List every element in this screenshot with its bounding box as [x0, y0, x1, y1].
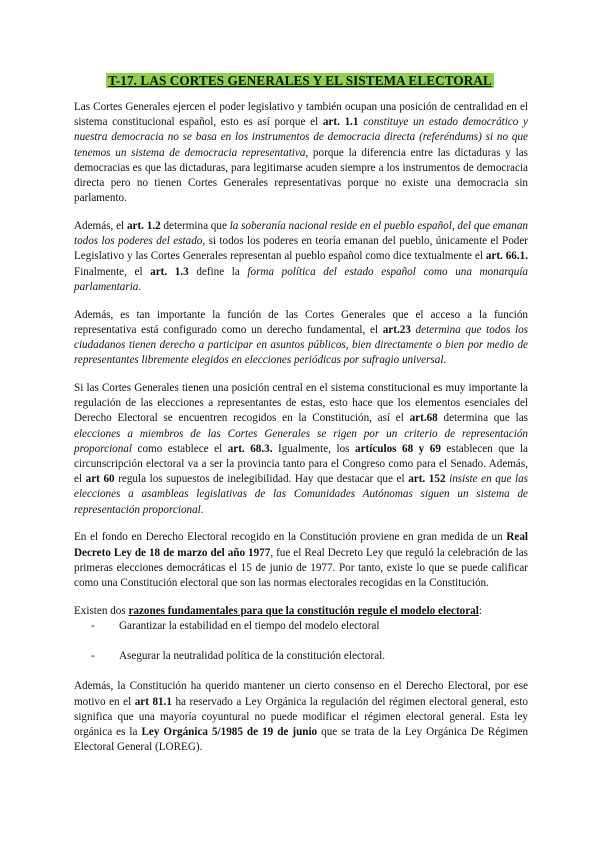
paragraph-4: Si las Cortes Generales tienen una posición central en el sistema constitucional es muy importante la regulación de las elecciones a representantes de estas, esto hace que los elementos esenciales del Derecho Electoral se encuentren recogidos en la Constitución, así el art.68 determina que las elecciones a miembros de las Cortes Generales se rigen por un criterio de representación proporcional como establece el art. 68.3. Igualmente, los artículos 68 y 69 establecen que la circunscripción electoral va a ser la provincia tanto para el Congreso como para el Senado. Además, el art 60 regula los supuestos de inelegibilidad. Hay que destacar que el art. 152 insiste en que las elecciones a asambleas legislativas de las Comunidades Autónomas siguen un sistema de representación proporcional.	[74, 382, 528, 516]
title-container	[0, 72, 600, 90]
document-title: T-17. LAS CORTES GENERALES Y EL SISTEMA ELECTORAL	[108, 73, 492, 88]
list-item-text: Garantizar la estabilidad en el tiempo del modelo electoral	[119, 620, 380, 633]
paragraph-1: Las Cortes Generales ejercen el poder legislativo y también ocupan una posición de centralidad en el sistema constitucional español, esto es así porque el art. 1.1 constituye un estado democrático y nuestra democracia no se basa en los instrumentos de democracia directa (referéndums) si no que tenemos un sistema de democracia representativa, porque la diferencia entre las dictaduras y las democracias es que las dictaduras, para legitimarse acuden siempre a los instrumentos de democracia directa pero no tienen Cortes Generales representativas porque no existe una democracia sin parlamento.	[74, 101, 528, 205]
paragraph-3: Además, es tan importante la función de las Cortes Generales que el acceso a la función representativa está configurado como un derecho fundamental, el art.23 determina que todos los ciudadanos tienen derecho a participar en asuntos públicos, bien directamente o bien por medio de representantes libremente elegidos en elecciones periódicas por sufragio universal.	[74, 308, 528, 367]
list-dash: -	[91, 650, 95, 663]
paragraph-6: Existen dos razones fundamentales para que la constitución regule el modelo electoral:	[74, 604, 482, 617]
list-item-text: Asegurar la neutralidad política de la constitución electoral.	[119, 650, 386, 663]
paragraph-7: Además, la Constitución ha querido mantener un cierto consenso en el Derecho Electoral, por ese motivo en el art 81.1 ha reservado a Ley Orgánica la regulación del régimen electoral general, esto significa que una mayoría coyuntural no puede modificar el régimen electoral general. Esta ley orgánica es la Ley Orgánica 5/1985 de 19 de junio que se trata de la Ley Orgánica De Régimen Electoral General (LOREG).	[74, 680, 529, 754]
list-item	[74, 619, 528, 634]
list-spacer	[74, 634, 528, 649]
paragraph-2: Además, el art. 1.2 determina que la soberanía nacional reside en el pueblo español, del que emanan todos los poderes del estado, si todos los poderes en teoría emanan del pueblo, únicamente el Poder Legislativo y las Cortes Generales representan al pueblo español como dice textualmente el art. 66.1. Finalmente, el art. 1.3 define la forma política del estado español como una monarquía parlamentaria.	[74, 220, 529, 293]
list-item	[74, 649, 528, 664]
list-dash: -	[91, 620, 95, 633]
paragraph-5: En el fondo en Derecho Electoral recogido en la Constitución proviene en gran medida de un Real Decreto Ley de 18 de marzo del año 1977, fue el Real Decreto Ley que reguló la celebración de las primeras elecciones democráticas el 15 de junio de 1977. Por tanto, existe lo que se puede calificar como una Constitución electoral que son las normas electorales recogidas en la Constitución.	[74, 531, 528, 590]
document-body	[74, 100, 528, 768]
